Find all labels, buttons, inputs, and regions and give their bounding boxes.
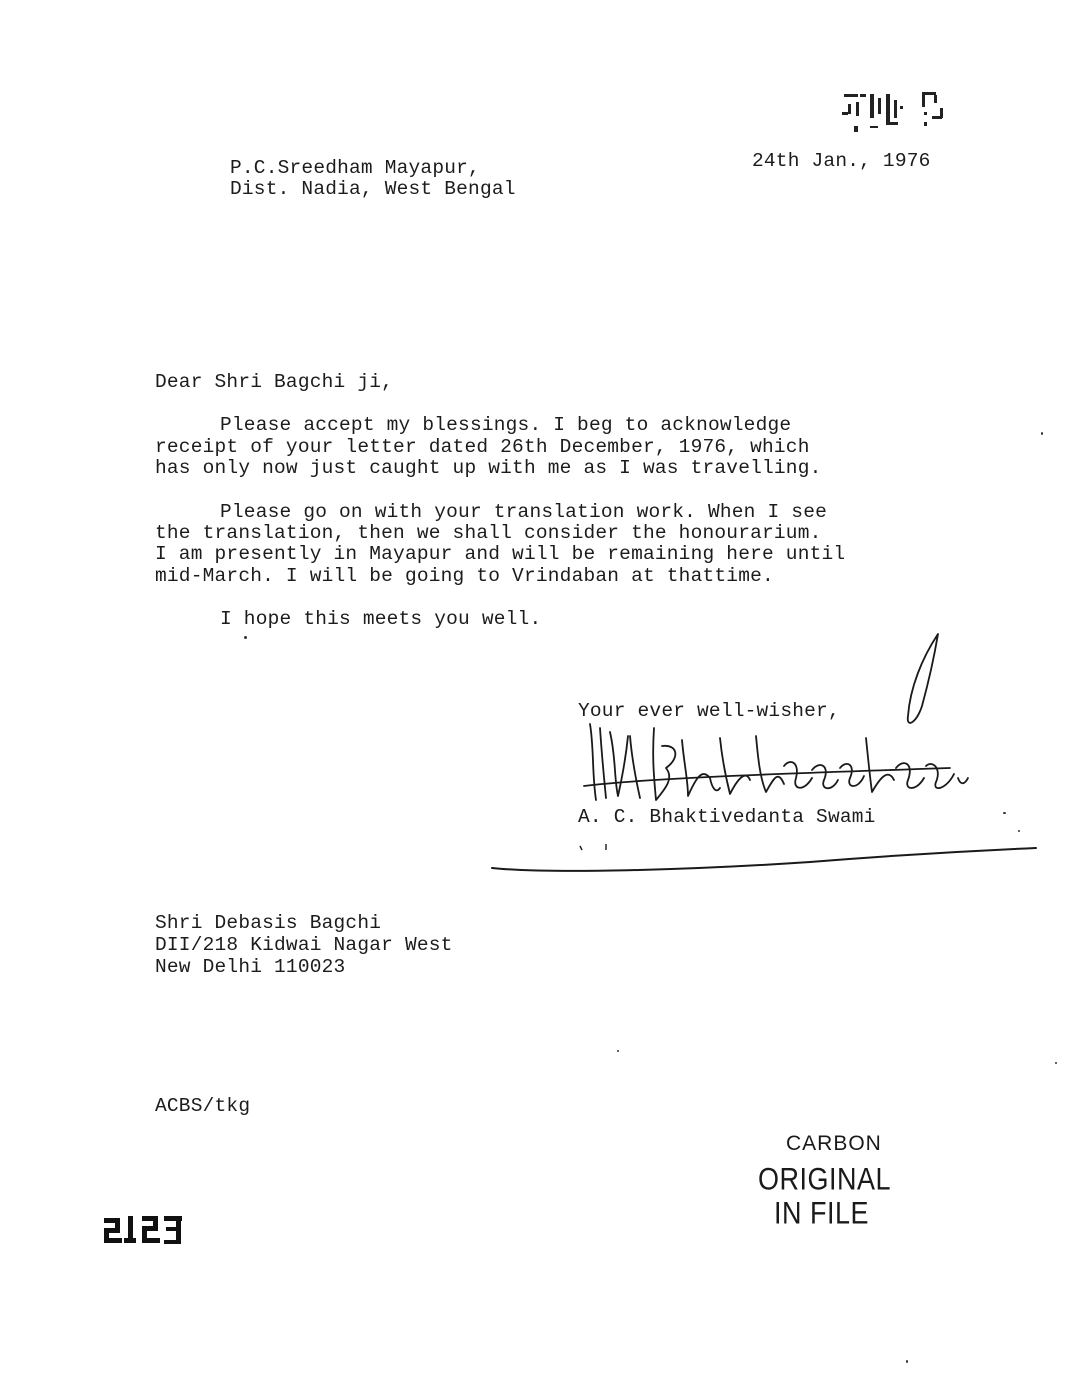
- scan-speck: [1055, 1062, 1057, 1064]
- scan-speck: [617, 1050, 619, 1052]
- closing: Your ever well-wisher,: [578, 700, 840, 722]
- body-paragraph-1-line-3: has only now just caught up with me as I was travelling.: [155, 457, 822, 479]
- body-paragraph-2-line-1: Please go on with your translation work. When I see: [220, 501, 827, 523]
- hand-drawn-rule: [490, 840, 1040, 876]
- recipient-address-line-1: Shri Debasis Bagchi: [155, 912, 382, 934]
- faded-stamp-mark: [840, 92, 952, 140]
- letter-date: 24th Jan., 1976: [752, 150, 931, 172]
- recipient-address-line-2: DII/218 Kidwai Nagar West: [155, 934, 453, 956]
- reference-initials: ACBS/tkg: [155, 1095, 251, 1117]
- sender-address-line-1: P.C.Sreedham Mayapur,: [230, 157, 480, 179]
- scan-speck: [906, 1360, 908, 1363]
- body-paragraph-1-line-2: receipt of your letter dated 26th December, 1976, which: [155, 436, 810, 458]
- salutation: Dear Shri Bagchi ji,: [155, 371, 394, 393]
- scan-speck: [1018, 830, 1020, 832]
- scan-speck: [1003, 812, 1006, 814]
- handwritten-signature: [570, 628, 990, 828]
- signatory-name: A. C. Bhaktivedanta Swami: [578, 806, 876, 828]
- carbon-stamp-line-1: CARBON: [786, 1132, 882, 1155]
- body-paragraph-2-line-2: the translation, then we shall consider the honourarium.: [155, 522, 822, 544]
- carbon-stamp-line-2: ORIGINAL: [758, 1161, 892, 1197]
- recipient-address-line-3: New Delhi 110023: [155, 956, 346, 978]
- body-paragraph-3-line-1: I hope this meets you well.: [220, 608, 542, 630]
- scan-speck: [1041, 432, 1043, 435]
- sender-address-line-2: Dist. Nadia, West Bengal: [230, 178, 516, 200]
- body-paragraph-1-line-1: Please accept my blessings. I beg to acknowledge: [220, 414, 792, 436]
- file-number-stamp: [102, 1212, 184, 1248]
- scan-speck: [244, 636, 247, 639]
- body-paragraph-2-line-4: mid-March. I will be going to Vrindaban at thattime.: [155, 565, 774, 587]
- body-paragraph-2-line-3: I am presently in Mayapur and will be remaining here until: [155, 543, 846, 565]
- carbon-stamp-line-3: IN FILE: [774, 1195, 870, 1231]
